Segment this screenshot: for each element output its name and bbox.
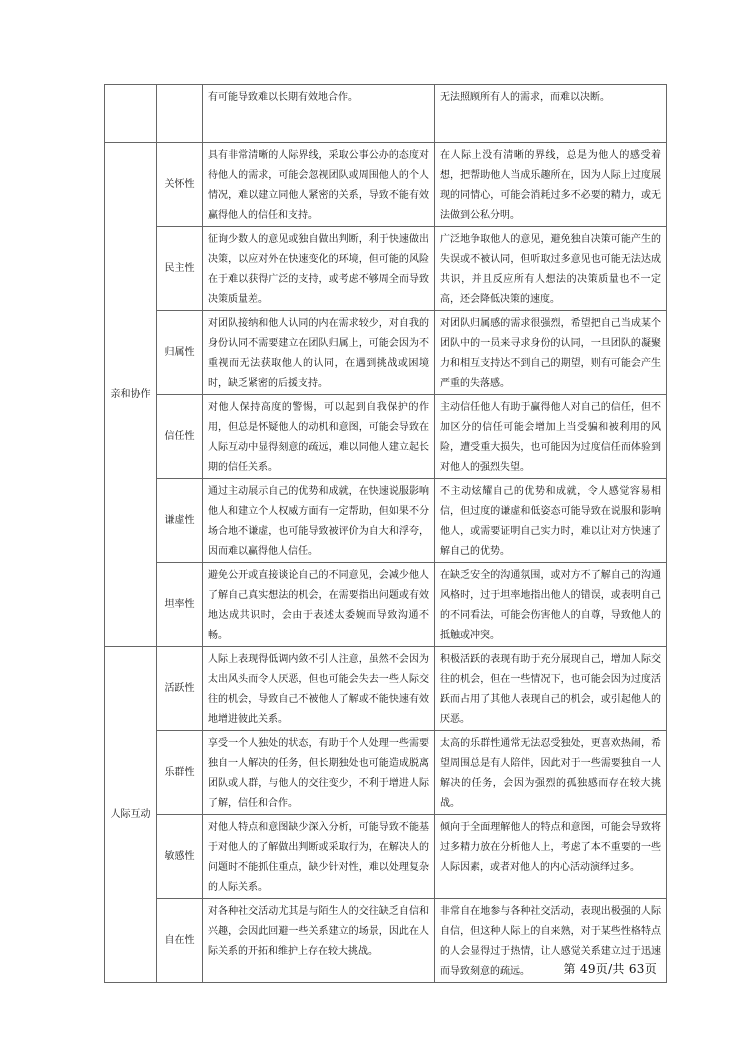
low-score-description: 具有非常清晰的人际界线，采取公事公办的态度对待他人的需求，可能会忽视团队或周围他人的个人情况，难以建立同他人紧密的关系，导致不能有效赢得他人的信任和支持。 (203, 143, 435, 227)
trait-name-cell: 敏感性 (157, 815, 203, 899)
trait-name-cell: 信任性 (157, 395, 203, 479)
table-row (105, 647, 667, 731)
high-score-description: 广泛地争取他人的意见，避免独自决策可能产生的失误或不被认同，但听取过多意见也可能无法达成共识，并且反应所有人想法的决策质量也不一定高，还会降低决策的速度。 (435, 227, 667, 311)
low-score-description: 对各种社交活动尤其是与陌生人的交往缺乏自信和兴趣，会因此回避一些关系建立的场景，因此在人际关系的开拓和维护上存在较大挑战。 (203, 899, 435, 983)
low-score-description: 对团队接纳和他人认同的内在需求较少，对自我的身份认同不需要建立在团队归属上，可能会因为不重视而无法获取他人的认同，在遇到挑战或困境时，缺乏紧密的后援支持。 (203, 311, 435, 395)
table-row (105, 85, 667, 143)
trait-name-cell: 自在性 (157, 899, 203, 983)
table-row (105, 731, 667, 815)
high-score-description: 不主动炫耀自己的优势和成就，令人感觉容易相信，但过度的谦虚和低姿态可能导致在说服和影响他人，或需要证明自己实力时，难以让对方快速了解自己的优势。 (435, 479, 667, 563)
table-row (105, 143, 667, 227)
trait-name-cell: 乐群性 (157, 731, 203, 815)
high-score-description: 非常自在地参与各种社交活动，表现出极强的人际自信，但这种人际上的自来熟，对于某些性格特点的人会显得过于热情，让人感觉关系建立过于迅速而导致刻意的疏远。 (435, 899, 667, 983)
low-score-description: 对他人特点和意图缺少深入分析，可能导致不能基于对他人的了解做出判断或采取行为，在解决人的问题时不能抓住重点，缺少针对性，难以处理复杂的人际关系。 (203, 815, 435, 899)
low-score-description: 人际上表现得低调内敛不引人注意，虽然不会因为太出风头而令人厌恶，但也可能会失去一些人际交往的机会，导致自己不被他人了解或不能快速有效地增进彼此关系。 (203, 647, 435, 731)
trait-name-cell: 归属性 (157, 311, 203, 395)
empty-trait-cell (157, 85, 203, 143)
low-score-description: 通过主动展示自己的优势和成就，在快速说服影响他人和建立个人权威方面有一定帮助，但如果不分场合地不谦虚，也可能导致被评价为自大和浮夸，因而难以赢得他人信任。 (203, 479, 435, 563)
trait-name-cell: 民主性 (157, 227, 203, 311)
table-row (105, 815, 667, 899)
low-score-description: 避免公开或直接谈论自己的不同意见，会减少他人了解自己真实想法的机会，在需要指出问题或有效地达成共识时，会由于表述太委婉而导致沟通不畅。 (203, 563, 435, 647)
high-score-description: 无法照顾所有人的需求，而难以决断。 (435, 85, 667, 143)
table-row (105, 479, 667, 563)
trait-name-cell: 谦虚性 (157, 479, 203, 563)
high-score-description: 在人际上没有清晰的界线，总是为他人的感受着想，把帮助他人当成乐趣所在，因为人际上过度展现的同情心，可能会消耗过多不必要的精力，或无法做到公私分明。 (435, 143, 667, 227)
low-score-description: 对他人保持高度的警惕，可以起到自我保护的作用，但总是怀疑他人的动机和意图，可能会导致在人际互动中显得刻意的疏远，难以同他人建立起长期的信任关系。 (203, 395, 435, 479)
low-score-description: 有可能导致难以长期有效地合作。 (203, 85, 435, 143)
low-score-description: 享受一个人独处的状态，有助于个人处理一些需要独自一人解决的任务，但长期独处也可能造成脱离团队或人群，与他人的交往变少，不利于增进人际了解，信任和合作。 (203, 731, 435, 815)
trait-name-cell: 活跃性 (157, 647, 203, 731)
high-score-description: 在缺乏安全的沟通氛围，或对方不了解自己的沟通风格时，过于坦率地指出他人的错误，或表明自己的不同看法，可能会伤害他人的自尊，导致他人的抵触或冲突。 (435, 563, 667, 647)
trait-table (104, 84, 667, 983)
high-score-description: 积极活跃的表现有助于充分展现自己，增加人际交往的机会，但在一些情况下，也可能会因为过度活跃而占用了其他人表现自己的机会，或引起他人的厌恶。 (435, 647, 667, 731)
high-score-description: 主动信任他人有助于赢得他人对自己的信任，但不加区分的信任可能会增加上当受骗和被利用的风险，遭受重大损失，也可能因为过度信任而体验到对他人的强烈失望。 (435, 395, 667, 479)
table-row (105, 311, 667, 395)
table-row (105, 395, 667, 479)
empty-category-cell (105, 85, 157, 143)
category-cell: 亲和协作 (105, 143, 157, 647)
high-score-description: 对团队归属感的需求很强烈，希望把自己当成某个团队中的一员来寻求身份的认同，一旦团队的凝聚力和相互支持达不到自己的期望，则有可能会产生严重的失落感。 (435, 311, 667, 395)
table-row (105, 227, 667, 311)
high-score-description: 太高的乐群性通常无法忍受独处，更喜欢热闹，希望周围总是有人陪伴，因此对于一些需要独自一人解决的任务，会因为强烈的孤独感而存在较大挑战。 (435, 731, 667, 815)
trait-name-cell: 坦率性 (157, 563, 203, 647)
page-number: 第 49页/共 63页 (563, 962, 657, 976)
table-row (105, 563, 667, 647)
category-cell: 人际互动 (105, 647, 157, 983)
high-score-description: 倾向于全面理解他人的特点和意图，可能会导致将过多精力放在分析他人上，考虑了本不重要的一些人际因素，或者对他人的内心活动演绎过多。 (435, 815, 667, 899)
low-score-description: 征询少数人的意见或独自做出判断，利于快速做出决策，以应对外在快速变化的环境，但可能的风险在于难以获得广泛的支持，或考虑不够周全而导致决策质量差。 (203, 227, 435, 311)
trait-name-cell: 关怀性 (157, 143, 203, 227)
